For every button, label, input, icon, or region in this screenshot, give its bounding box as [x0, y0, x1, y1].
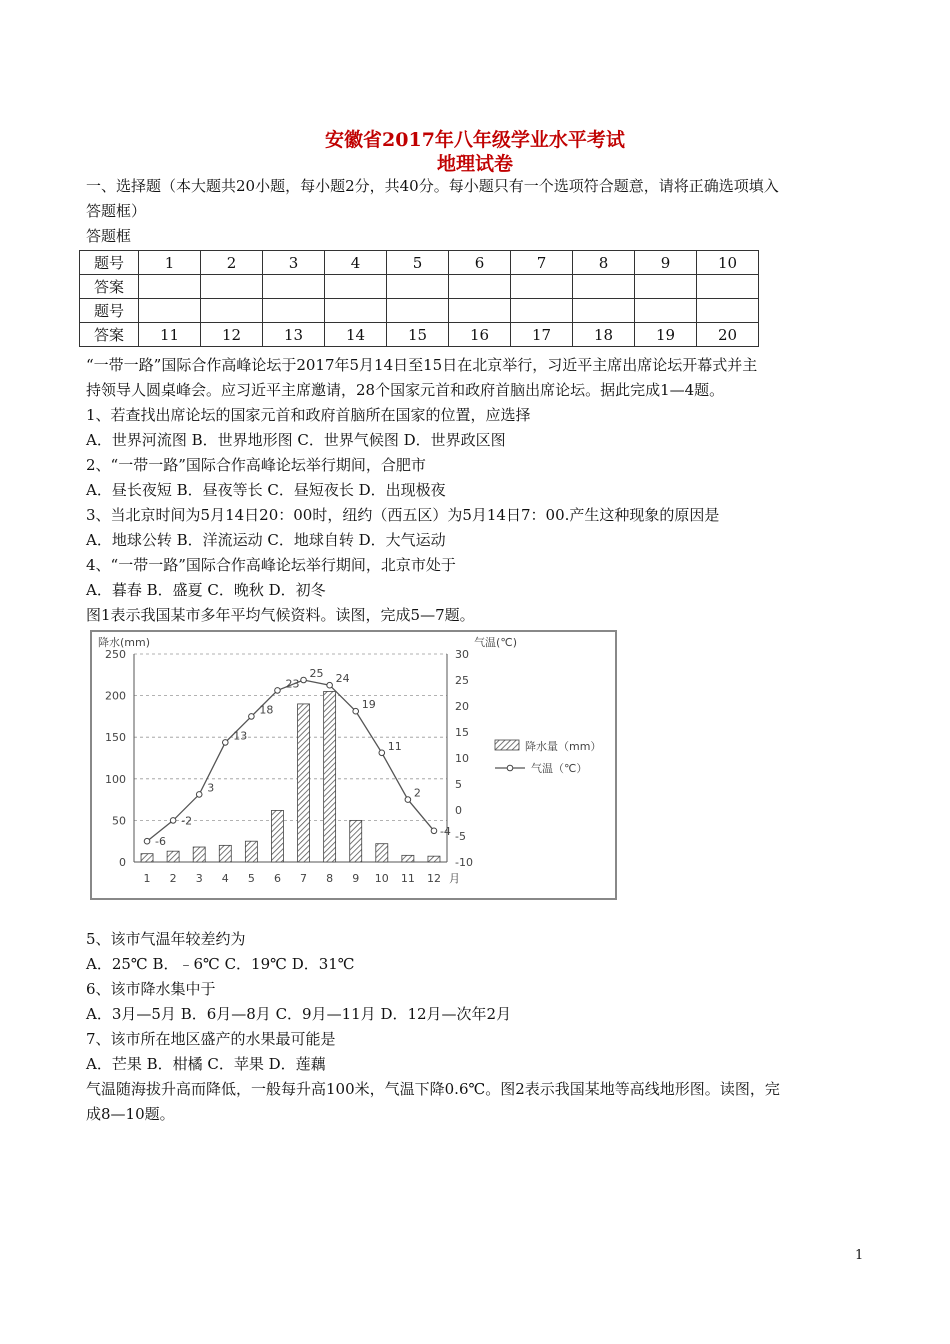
table-cell: 13	[263, 323, 325, 347]
table-row	[80, 323, 759, 347]
answer-cell[interactable]	[263, 275, 325, 299]
table-cell: 3	[263, 251, 325, 275]
table-cell: 10	[697, 251, 759, 275]
answer-cell[interactable]	[387, 299, 449, 323]
answer-cell[interactable]	[449, 275, 511, 299]
table-cell: 题号	[80, 299, 139, 323]
answer-cell[interactable]	[511, 299, 573, 323]
table-cell: 16	[449, 323, 511, 347]
answer-cell[interactable]	[139, 299, 201, 323]
answer-cell[interactable]	[449, 299, 511, 323]
y-right-tick-label: -5	[455, 830, 466, 843]
y-left-tick-label: 0	[119, 856, 126, 869]
y-left-tick-label: 250	[105, 648, 126, 661]
table-cell: 2	[201, 251, 263, 275]
table-cell: 答案	[80, 323, 139, 347]
x-tick-label: 5	[247, 872, 255, 885]
temperature-data-label: 25	[309, 667, 324, 680]
table-cell: 19	[635, 323, 697, 347]
temperature-data-label: 23	[285, 677, 300, 691]
question-4: 4、“一带一路”国际合作高峰论坛举行期间，北京市处于	[86, 556, 456, 574]
x-tick-label: 1	[143, 872, 151, 885]
legend-precip-swatch	[495, 740, 519, 750]
x-axis-unit: 月	[449, 872, 460, 885]
table-cell: 17	[511, 323, 573, 347]
y-right-tick-label: 20	[455, 700, 469, 713]
question-2: 2、“一带一路”国际合作高峰论坛举行期间，合肥市	[86, 456, 426, 474]
answer-cell[interactable]	[697, 275, 759, 299]
section-instruction: 一、选择题（本大题共20小题，每小题2分，共40分。每小题只有一个选项符合题意，请将正确选项填入	[86, 177, 779, 195]
passage-text: 成8—10题。	[86, 1105, 175, 1123]
temperature-data-label: 24	[335, 672, 350, 686]
table-row	[80, 299, 759, 323]
table-cell: 答案	[80, 275, 139, 299]
precip-bar	[298, 704, 310, 862]
temperature-point	[275, 688, 281, 694]
y-left-tick-label: 50	[112, 814, 126, 828]
answer-box-label: 答题框	[86, 227, 132, 245]
question-4-options: A．暮春 B．盛夏 C．晚秋 D．初冬	[86, 581, 326, 599]
section-instruction-cont: 答题框）	[86, 202, 147, 220]
y-right-axis-label: 气温(℃)	[474, 636, 517, 649]
x-tick-label: 11	[400, 872, 415, 885]
temperature-point	[170, 818, 176, 824]
document-subtitle: 地理试卷	[436, 153, 513, 175]
precip-bar	[350, 820, 362, 862]
y-left-tick-label: 200	[105, 689, 126, 703]
table-cell: 15	[387, 323, 449, 347]
x-tick-label: 9	[352, 872, 360, 885]
y-right-tick-label: 15	[455, 726, 469, 739]
temperature-data-label: -6	[155, 835, 167, 849]
y-left-axis-label: 降水(mm)	[98, 636, 151, 649]
temperature-point	[379, 750, 385, 756]
answer-cell[interactable]	[325, 275, 387, 299]
table-cell: 题号	[80, 251, 139, 275]
question-3: 3、当北京时间为5月14日20：00时，纽约（西五区）为5月14日7：00.产生这种现象的原因是	[86, 506, 720, 524]
table-cell: 12	[201, 323, 263, 347]
question-6-options: A．3月—5月 B．6月—8月 C．9月—11月 D．12月—次年2月	[86, 1005, 512, 1023]
x-tick-label: 6	[273, 872, 281, 885]
precip-bar	[167, 851, 179, 862]
table-cell: 14	[325, 323, 387, 347]
answer-cell[interactable]	[573, 275, 635, 299]
x-tick-label: 3	[195, 872, 203, 885]
y-left-tick-label: 100	[105, 772, 126, 786]
passage-text: “一带一路”国际合作高峰论坛于2017年5月14日至15日在北京举行，习近平主席出席论坛开幕式并主	[86, 356, 758, 374]
temperature-point	[431, 828, 437, 834]
answer-cell[interactable]	[697, 299, 759, 323]
temperature-data-label: 13	[233, 729, 248, 743]
page-number: 1	[855, 1248, 864, 1263]
temperature-point	[405, 797, 411, 803]
question-7-options: A．芒果 B．柑橘 C．苹果 D．莲藕	[86, 1055, 326, 1073]
legend-temp-label: 气温（℃）	[531, 762, 588, 775]
y-right-tick-label: 10	[455, 752, 469, 765]
y-right-tick-label: -10	[455, 856, 473, 869]
question-6: 6、该市降水集中于	[86, 980, 216, 998]
question-1: 1、若查找出席论坛的国家元首和政府首脑所在国家的位置，应选择	[86, 406, 531, 424]
x-tick-label: 8	[326, 872, 334, 885]
temperature-data-label: -2	[181, 814, 193, 828]
table-cell: 18	[573, 323, 635, 347]
y-right-tick-label: 0	[455, 804, 462, 817]
table-cell: 9	[635, 251, 697, 275]
x-tick-label: 10	[374, 872, 389, 885]
document-title: 安徽省2017年八年级学业水平考试	[325, 129, 625, 151]
temperature-data-label: 11	[387, 739, 402, 753]
answer-cell[interactable]	[201, 275, 263, 299]
temperature-point	[353, 708, 359, 714]
precip-bar	[402, 855, 414, 862]
table-cell: 20	[697, 323, 759, 347]
precip-bar	[428, 856, 440, 862]
table-row	[80, 251, 759, 275]
temperature-data-label: 2	[413, 786, 421, 800]
table-cell: 7	[511, 251, 573, 275]
temperature-point	[196, 792, 202, 798]
question-2-options: A．昼长夜短 B．昼夜等长 C．昼短夜长 D．出现极夜	[86, 481, 446, 499]
table-cell: 5	[387, 251, 449, 275]
passage-text: 持领导人圆桌峰会。应习近平主席邀请，28个国家元首和政府首脑出席论坛。据此完成1—4题。	[86, 381, 725, 399]
answer-cell[interactable]	[573, 299, 635, 323]
temperature-data-label: -4	[439, 824, 451, 838]
answer-cell[interactable]	[139, 275, 201, 299]
climate-chart-svg	[92, 632, 615, 898]
answer-cell[interactable]	[635, 275, 697, 299]
table-cell: 8	[573, 251, 635, 275]
answer-cell[interactable]	[511, 275, 573, 299]
question-7: 7、该市所在地区盛产的水果最可能是	[86, 1030, 336, 1048]
answer-cell[interactable]	[201, 299, 263, 323]
question-5: 5、该市气温年较差约为	[86, 930, 246, 948]
precip-bar	[324, 691, 336, 862]
table-cell: 4	[325, 251, 387, 275]
temperature-data-label: 18	[259, 703, 274, 717]
answer-cell[interactable]	[263, 299, 325, 323]
temperature-data-label: 3	[207, 781, 215, 795]
figure-1-intro: 图1表示我国某市多年平均气候资料。读图，完成5—7题。	[86, 606, 475, 624]
temperature-point	[249, 714, 255, 720]
temperature-data-label: 19	[361, 698, 376, 712]
table-cell: 6	[449, 251, 511, 275]
answer-cell[interactable]	[635, 299, 697, 323]
x-tick-label: 4	[221, 872, 229, 885]
x-tick-label: 7	[300, 872, 308, 885]
table-cell: 1	[139, 251, 201, 275]
y-right-tick-label: 5	[455, 778, 462, 791]
x-tick-label: 12	[426, 872, 441, 885]
y-right-tick-label: 30	[455, 648, 469, 661]
temperature-point	[222, 740, 228, 746]
legend-temp-marker	[507, 765, 513, 771]
legend-precip-label: 降水量（mm）	[525, 740, 602, 753]
passage-text: 气温随海拔升高而降低，一般每升高100米，气温下降0.6℃。图2表示我国某地等高线地形图。读图，完	[86, 1080, 780, 1098]
answer-table	[79, 250, 759, 347]
question-1-options: A．世界河流图 B．世界地形图 C．世界气候图 D．世界政区图	[86, 431, 506, 449]
answer-cell[interactable]	[387, 275, 449, 299]
precip-bar	[245, 841, 257, 862]
answer-cell[interactable]	[325, 299, 387, 323]
temperature-point	[144, 838, 150, 844]
precip-bar	[141, 854, 153, 862]
precip-bar	[193, 847, 205, 862]
temperature-point	[301, 677, 307, 683]
x-tick-label: 2	[169, 872, 177, 885]
precip-bar	[219, 845, 231, 862]
table-row	[80, 275, 759, 299]
y-left-tick-label: 150	[105, 731, 126, 745]
precip-bar	[376, 844, 388, 862]
temperature-point	[327, 682, 333, 688]
question-3-options: A．地球公转 B．洋流运动 C．地球自转 D．大气运动	[86, 531, 446, 549]
table-cell: 11	[139, 323, 201, 347]
question-5-options: A．25℃ B．﹣6℃ C．19℃ D．31℃	[86, 955, 355, 973]
precip-bar	[271, 810, 283, 862]
climate-chart	[90, 630, 617, 900]
y-right-tick-label: 25	[455, 674, 469, 687]
